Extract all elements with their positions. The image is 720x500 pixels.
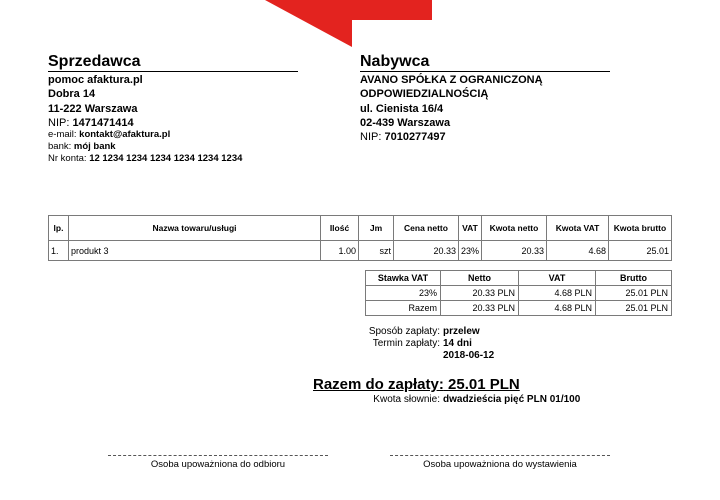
vat-cell-net: 20.33 PLN xyxy=(441,286,519,301)
header-lp: lp. xyxy=(49,216,69,241)
receiver-signature-label: Osoba upoważniona do odbioru xyxy=(150,459,286,470)
cell-unit: szt xyxy=(359,241,394,261)
cell-gross-amount: 25.01 xyxy=(609,241,672,261)
table-row xyxy=(366,286,672,301)
header-gross-amount: Kwota brutto xyxy=(609,216,672,241)
seller-account-label: Nr konta: xyxy=(48,153,87,164)
cell-net-price: 20.33 xyxy=(394,241,459,261)
header-vat: VAT xyxy=(459,216,482,241)
vat-header-net: Netto xyxy=(441,271,519,286)
seller-contact-block xyxy=(48,129,242,165)
buyer-name-line1: AVANO SPÓŁKA Z OGRANICZONĄ xyxy=(360,74,543,86)
buyer-address-block xyxy=(360,73,543,144)
items-table xyxy=(48,215,672,261)
vat-cell-rate: Razem xyxy=(366,301,441,316)
items-header-row xyxy=(49,216,672,241)
cell-name: produkt 3 xyxy=(69,241,321,261)
header-name: Nazwa towaru/usługi xyxy=(69,216,321,241)
vat-header-gross: Brutto xyxy=(596,271,672,286)
seller-city: 11-222 Warszawa xyxy=(48,102,138,115)
seller-account: 12 1234 1234 1234 1234 1234 1234 xyxy=(89,153,243,164)
seller-email: kontakt@afaktura.pl xyxy=(79,129,171,140)
header-net-amount: Kwota netto xyxy=(482,216,547,241)
seller-heading-rule xyxy=(48,71,298,72)
vat-cell-gross: 25.01 PLN xyxy=(596,301,672,316)
header-quantity: Ilość xyxy=(321,216,359,241)
receiver-signature-line xyxy=(108,455,328,456)
seller-email-line xyxy=(48,129,242,141)
amount-in-words: dwadzieścia pięć PLN 01/100 xyxy=(443,394,581,405)
seller-street: Dobra 14 xyxy=(48,88,96,101)
vat-summary-table xyxy=(365,270,672,316)
vat-header-row xyxy=(366,271,672,286)
vat-header-rate: Stawka VAT xyxy=(366,271,441,286)
seller-bank: mój bank xyxy=(73,141,116,152)
cell-vat-amount: 4.68 xyxy=(547,241,609,261)
total-value: 25.01 PLN xyxy=(448,376,520,393)
vat-cell-net: 20.33 PLN xyxy=(441,301,519,316)
vat-cell-vat: 4.68 PLN xyxy=(519,301,596,316)
red-ribbon-graphic xyxy=(0,0,720,60)
vat-cell-gross: 25.01 PLN xyxy=(596,286,672,301)
seller-bank-label: bank: xyxy=(48,141,72,152)
cell-net-amount: 20.33 xyxy=(482,241,547,261)
vat-cell-vat: 4.68 PLN xyxy=(519,286,596,301)
buyer-nip-label: NIP: xyxy=(360,131,382,144)
seller-heading: Sprzedawca xyxy=(48,53,141,70)
buyer-nip: 7010277497 xyxy=(384,131,446,144)
vat-cell-rate: 23% xyxy=(366,286,441,301)
header-net-price: Cena netto xyxy=(394,216,459,241)
buyer-nip-line xyxy=(360,130,543,144)
table-row xyxy=(49,241,672,261)
buyer-heading-rule xyxy=(360,71,610,72)
issuer-signature-line xyxy=(390,455,610,456)
seller-nip: 1471471414 xyxy=(72,116,134,129)
cell-vat: 23% xyxy=(459,241,482,261)
seller-nip-label: NIP: xyxy=(48,116,70,129)
seller-account-line xyxy=(48,153,242,165)
buyer-street: ul. Cienista 16/4 xyxy=(360,102,444,115)
payment-method: przelew xyxy=(443,326,480,337)
buyer-heading: Nabywca xyxy=(360,53,430,70)
buyer-city: 02-439 Warszawa xyxy=(360,116,451,129)
vat-header-vat: VAT xyxy=(519,271,596,286)
payment-due-date: 2018-06-12 xyxy=(443,350,495,361)
total-label: Razem do zapłaty: xyxy=(313,376,444,393)
issuer-signature-label: Osoba upoważniona do wystawienia xyxy=(423,459,577,470)
table-row xyxy=(366,301,672,316)
seller-name: pomoc afaktura.pl xyxy=(48,74,143,86)
header-unit: Jm xyxy=(359,216,394,241)
cell-lp: 1. xyxy=(49,241,69,261)
header-vat-amount: Kwota VAT xyxy=(547,216,609,241)
buyer-name-line2: ODPOWIEDZIALNOŚCIĄ xyxy=(360,88,489,101)
seller-address-block xyxy=(48,73,143,130)
cell-quantity: 1.00 xyxy=(321,241,359,261)
payment-due: 14 dni xyxy=(443,338,472,349)
amount-in-words-label: Kwota słownie: xyxy=(373,394,440,405)
payment-due-label: Termin zapłaty: xyxy=(372,338,440,349)
seller-bank-line xyxy=(48,141,242,153)
red-ribbon-decoration xyxy=(0,0,720,60)
payment-method-label: Sposób zapłaty: xyxy=(368,326,440,337)
total-to-pay xyxy=(313,376,520,394)
seller-email-label: e-mail: xyxy=(48,129,77,140)
